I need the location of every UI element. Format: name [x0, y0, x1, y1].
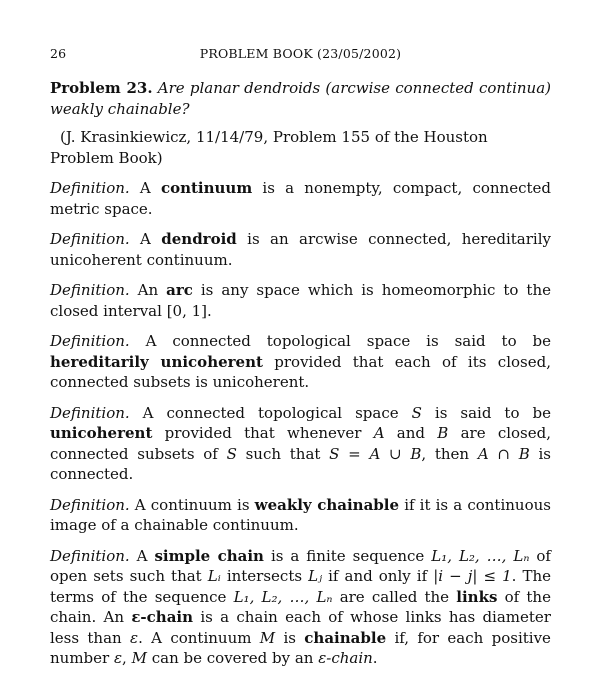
math-expression: L₁, L₂, …, Lₙ: [431, 546, 530, 565]
running-title: PROBLEM BOOK (23/05/2002): [199, 46, 402, 61]
definition-text: are closed, connected subsets of: [50, 424, 551, 463]
problem-attribution: (J. Krasinkiewicz, 11/14/79, Problem 155 of the Houston Problem Book): [50, 128, 488, 167]
definition-text: of the chain. An: [50, 587, 551, 626]
definition-arc: [50, 280, 551, 321]
definition-text: is said to be: [434, 403, 551, 422]
math-variable: M: [259, 628, 276, 647]
definition-label: Definition.: [50, 179, 130, 197]
definition-text: is an arcwise connected, hereditarily unicoherent continuum.: [50, 230, 551, 269]
definition-text: is a finite sequence: [270, 546, 425, 565]
definition-term: unicoherent: [50, 424, 153, 442]
definition-text: , then: [421, 444, 470, 463]
definition-text: if and only if: [328, 567, 428, 585]
page-number: 26: [50, 46, 67, 61]
definition-text: A connected topological space: [142, 403, 399, 422]
definition-text: if, for each positive number: [50, 628, 551, 667]
math-variable: S: [411, 403, 422, 422]
definition-label: Definition.: [50, 495, 130, 514]
page: [50, 44, 551, 669]
definition-text: is any space which is homeomorphic to the closed interval [0, 1].: [50, 281, 551, 320]
definition-simple-chain: [50, 546, 551, 669]
math-expression: |i − j| ≤ 1: [433, 567, 512, 585]
definition-term: ε-chain: [131, 608, 194, 626]
definition-label: Definition.: [50, 281, 130, 299]
definition-term: continuum: [160, 179, 253, 197]
definition-term: chainable: [304, 628, 387, 647]
definition-text: . The terms of the sequence: [50, 567, 551, 606]
math-variable: A: [373, 424, 385, 442]
definition-term: weakly chainable: [254, 495, 400, 514]
definition-text: A: [136, 546, 148, 565]
math-variable: B: [437, 424, 449, 442]
problem-label: Problem 23.: [50, 79, 153, 97]
math-variable: Lᵢ: [207, 567, 221, 585]
math-expression: ε-chain: [318, 649, 373, 667]
definition-text: A connected topological space is said to be: [145, 332, 551, 350]
definition-text: A: [139, 179, 151, 197]
definition-text: provided that each of its closed, connected subsets is unicoherent.: [50, 352, 551, 391]
running-head: [50, 44, 551, 64]
definition-text: An: [137, 281, 159, 299]
definition-label: Definition.: [50, 230, 130, 248]
definition-text: such that: [245, 444, 321, 463]
math-variable: Lⱼ: [308, 567, 323, 585]
definition-text: is connected.: [50, 444, 551, 483]
definition-text: provided that whenever: [164, 424, 362, 442]
math-expression: L₁, L₂, …, Lₙ: [233, 587, 333, 606]
definition-text: and: [396, 424, 426, 442]
math-variable: M: [131, 649, 147, 667]
math-expression: A ∩ B: [477, 444, 530, 463]
problem-statement: [50, 78, 551, 119]
definition-text: ,: [122, 649, 127, 667]
definition-text: of open sets such that: [50, 546, 551, 585]
math-variable: ε: [113, 649, 123, 667]
definition-label: Definition.: [50, 332, 130, 350]
definition-continuum: [50, 178, 551, 219]
problem-question: Are planar dendroids (arcwise connected continua) weakly chainable?: [50, 79, 551, 118]
definition-text: .: [372, 649, 378, 667]
definition-text: can be covered by an: [151, 649, 314, 667]
definition-text: if it is a continuous image of a chainable continuum.: [50, 495, 551, 534]
definition-weakly-chainable: [50, 495, 551, 536]
definition-text: A: [140, 230, 151, 248]
definition-text: is a chain each of whose links has diameter less than: [50, 608, 551, 647]
definition-text: is a nonempty, compact, connected metric space.: [50, 179, 551, 218]
definition-dendroid: [50, 229, 551, 270]
definition-label: Definition.: [50, 546, 130, 565]
definition-text: A continuum is: [134, 495, 250, 514]
math-expression: S = A ∪ B: [329, 444, 422, 463]
definition-unicoherent: [50, 403, 551, 485]
definition-text: intersects: [226, 567, 303, 585]
definition-term: dendroid: [161, 230, 237, 248]
definition-label: Definition.: [50, 403, 130, 422]
definition-term: links: [456, 587, 498, 606]
math-variable: ε: [130, 628, 139, 647]
definition-term: hereditarily unicoherent: [50, 352, 263, 371]
definition-term: simple chain: [154, 546, 264, 565]
definition-text: are called the: [339, 587, 450, 606]
definition-term: arc: [166, 281, 193, 299]
definition-text: . A continuum: [138, 628, 252, 647]
math-variable: S: [226, 444, 237, 463]
definition-hereditarily-unicoherent: [50, 331, 551, 393]
definition-text: is: [283, 628, 296, 647]
